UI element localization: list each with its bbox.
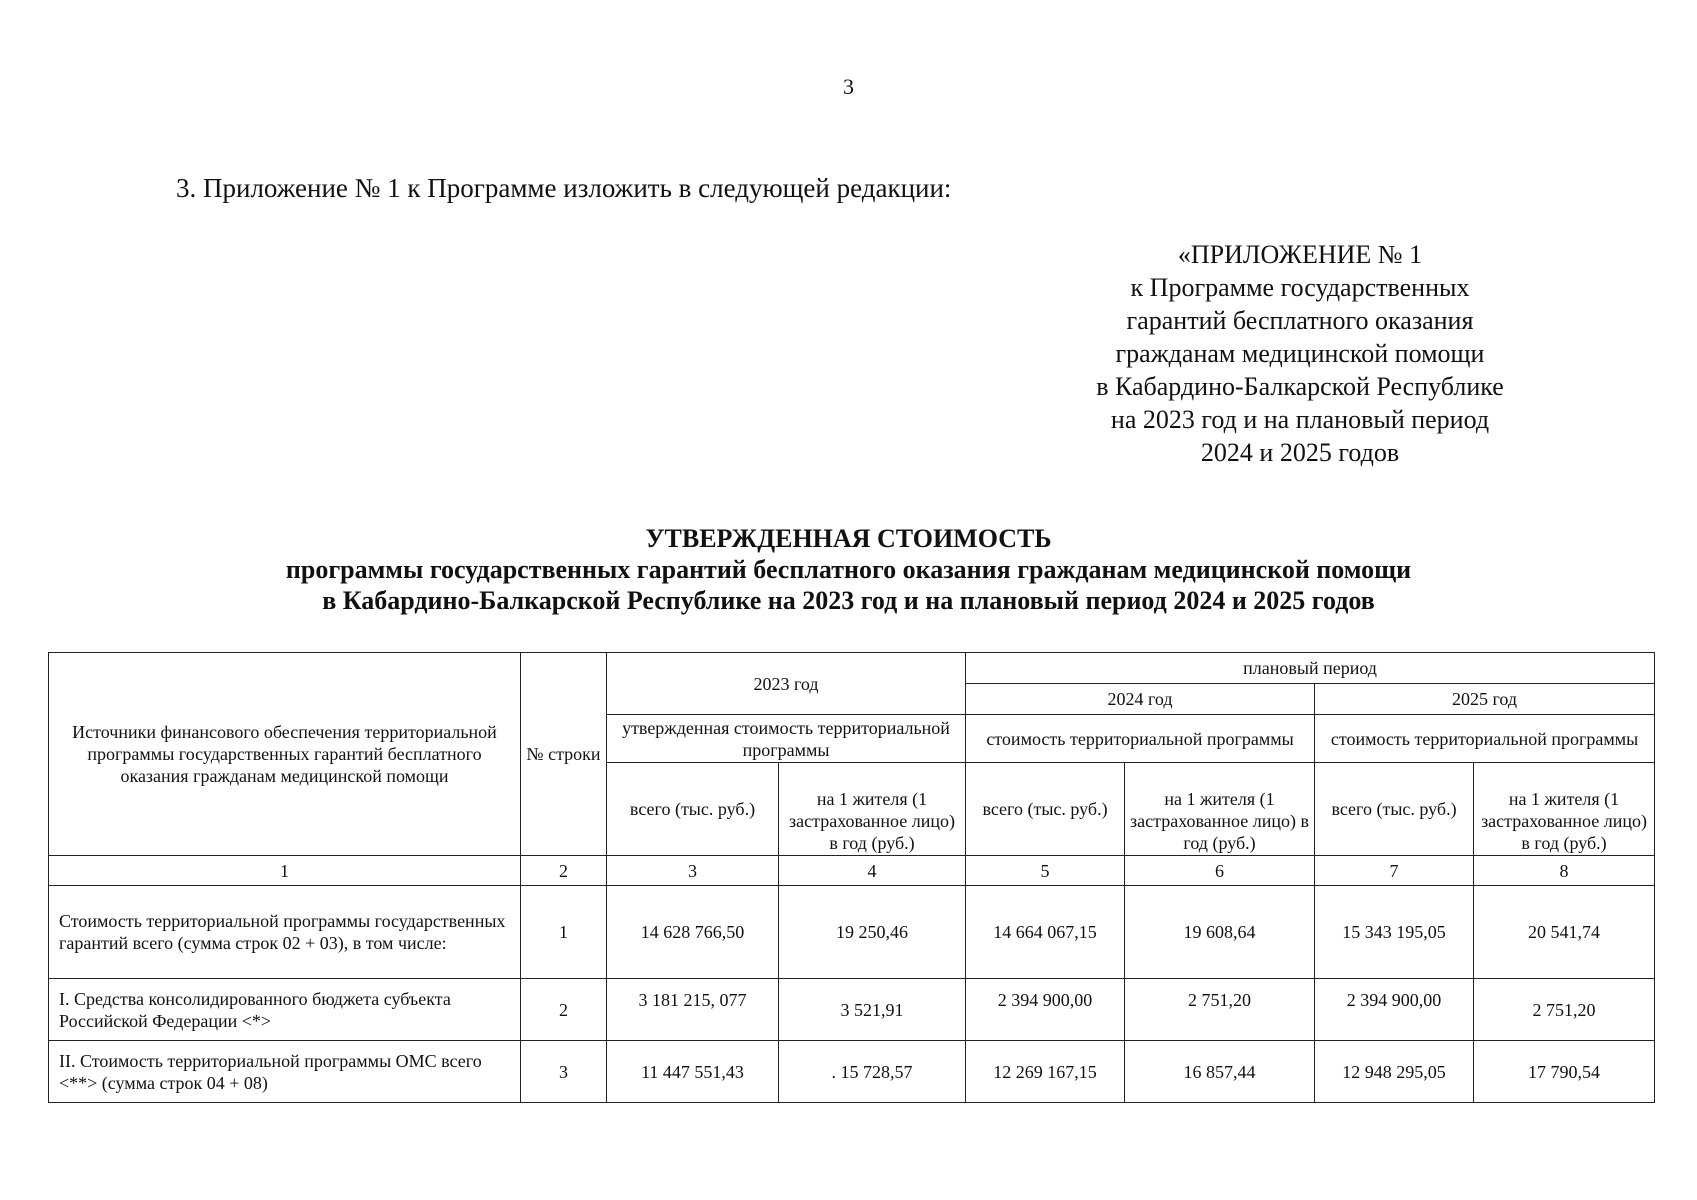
row-source: Стоимость территориальной программы государственных гарантий всего (сумма строк 02 + 03), в том числе: [49,886,521,979]
cell-2023-total: 11 447 551,43 [607,1041,779,1103]
title-line: УТВЕРЖДЕННАЯ СТОИМОСТЬ [645,524,1052,553]
cell-2023-total: 3 181 215, 077 [607,979,779,1041]
cell-2025-total: 12 948 295,05 [1315,1041,1474,1103]
cell-2025-per-capita: 2 751,20 [1474,979,1655,1041]
header-total-2025: всего (тыс. руб.) [1315,763,1474,856]
header-per-capita-2023: на 1 жителя (1 застрахованное лицо) в год (руб.) [779,763,966,856]
cell-2023-per-capita: 3 521,91 [779,979,966,1041]
header-approved-cost-2023: утвержденная стоимость территориальной программы [607,715,966,763]
row-number: 1 [521,886,607,979]
column-number: 3 [607,856,779,886]
cell-2025-total: 15 343 195,05 [1315,886,1474,979]
header-cost-2024: стоимость территориальной программы [966,715,1315,763]
header-source: Источники финансового обеспечения территориальной программы государственных гарантий бесплатного оказания гражданам медицинской помощи [49,653,521,856]
cell-2024-per-capita: 16 857,44 [1125,1041,1315,1103]
column-number-row [49,856,1655,886]
header-year-2024: 2024 год [966,684,1315,715]
cell-2025-per-capita: 17 790,54 [1474,1041,1655,1103]
header-planned-period: плановый период [966,653,1655,684]
annex-line: «ПРИЛОЖЕНИЕ № 1 [1177,240,1423,269]
cell-2023-total: 14 628 766,50 [607,886,779,979]
annex-line: на 2023 год и на плановый период [1110,405,1490,434]
table-row [49,979,1655,1041]
column-number: 8 [1474,856,1655,886]
column-number: 6 [1125,856,1315,886]
header-per-capita-2025: на 1 жителя (1 застрахованное лицо) в год (руб.) [1474,763,1655,856]
header-year-2023: 2023 год [607,653,966,715]
header-row-number: № строки [521,653,607,856]
row-source: I. Средства консолидированного бюджета субъекта Российской Федерации <*> [49,979,521,1041]
annex-line: гражданам медицинской помощи [1115,339,1485,368]
row-number: 3 [521,1041,607,1103]
column-number: 5 [966,856,1125,886]
cell-2024-per-capita: 19 608,64 [1125,886,1315,979]
cell-2024-per-capita: 2 751,20 [1125,979,1315,1041]
annex-line: гарантий бесплатного оказания [1126,306,1474,335]
column-number: 4 [779,856,966,886]
cell-2023-per-capita: 19 250,46 [779,886,966,979]
annex-line: в Кабардино-Балкарской Республике [1096,372,1504,401]
title-line: в Кабардино-Балкарской Республике на 2023 год и на плановый период 2024 и 2025 годов [322,586,1375,615]
table-row [49,1041,1655,1103]
title-line: программы государственных гарантий бесплатного оказания гражданам медицинской помощи [285,555,1412,584]
column-number: 2 [521,856,607,886]
column-number: 7 [1315,856,1474,886]
cell-2023-per-capita: . 15 728,57 [779,1041,966,1103]
annex-heading [1020,238,1580,469]
cell-2025-per-capita: 20 541,74 [1474,886,1655,979]
header-total-2024: всего (тыс. руб.) [966,763,1125,856]
document-title [0,523,1697,616]
lead-paragraph: 3. Приложение № 1 к Программе изложить в следующей редакции: [176,173,952,203]
cell-2024-total: 14 664 067,15 [966,886,1125,979]
header-per-capita-2024: на 1 жителя (1 застрахованное лицо) в год (руб.) [1125,763,1315,856]
header-year-2025: 2025 год [1315,684,1655,715]
cell-2024-total: 12 269 167,15 [966,1041,1125,1103]
annex-line: 2024 и 2025 годов [1200,438,1400,467]
header-total-2023: всего (тыс. руб.) [607,763,779,856]
row-source: II. Стоимость территориальной программы ОМС всего <**> (сумма строк 04 + 08) [49,1041,521,1103]
cost-table [48,652,1655,1103]
page-number: 3 [843,74,854,99]
row-number: 2 [521,979,607,1041]
annex-line: к Программе государственных [1130,273,1470,302]
cell-2025-total: 2 394 900,00 [1315,979,1474,1041]
table-row [49,886,1655,979]
column-number: 1 [49,856,521,886]
header-cost-2025: стоимость территориальной программы [1315,715,1655,763]
cell-2024-total: 2 394 900,00 [966,979,1125,1041]
